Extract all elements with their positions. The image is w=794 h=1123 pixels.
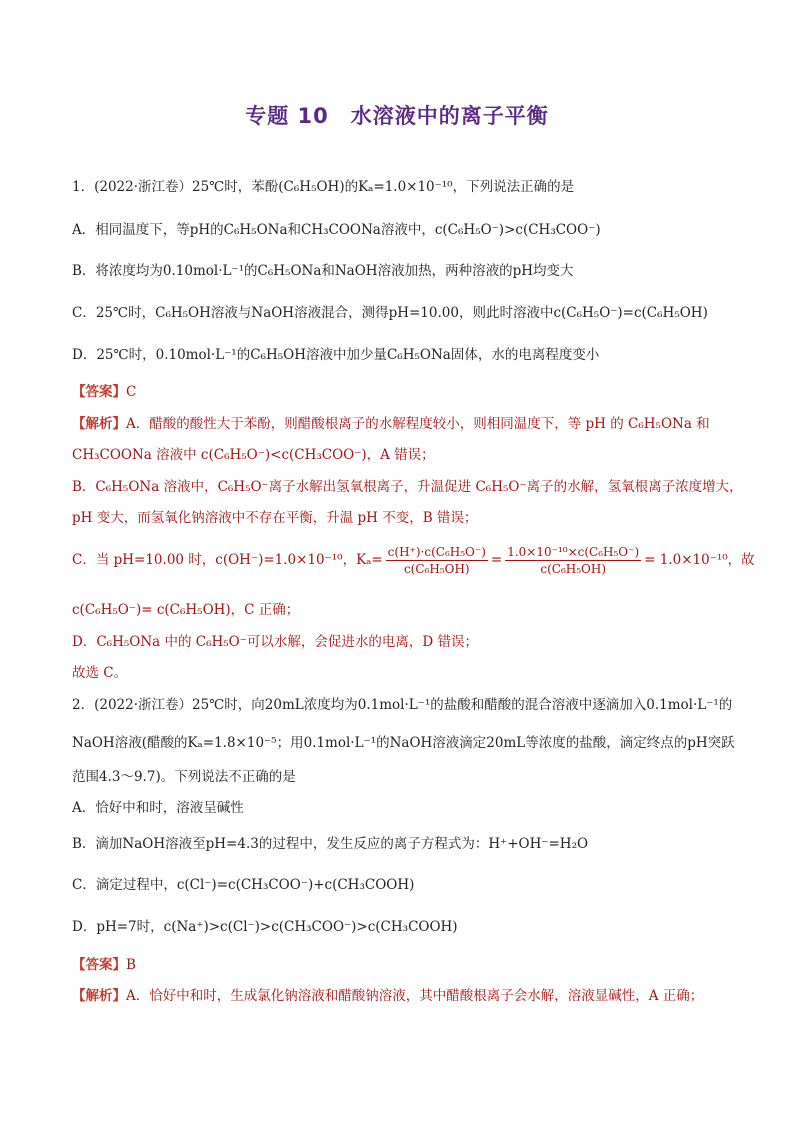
page-title: 专题 10 水溶液中的离子平衡 bbox=[245, 104, 549, 128]
q1-analysis-line: c(C₆H₅O⁻)= c(C₆H₅OH)，C 正确； bbox=[72, 602, 300, 618]
q2-stem-line: 范围4.3～9.7)。下列说法不正确的是 bbox=[72, 769, 296, 785]
q2-stem-line: 2．(2022·浙江卷）25℃时，向20mL浓度均为0.1mol·L⁻¹的盐酸和醋酸的混合溶液中逐滴加入0.1mol·L⁻¹的 bbox=[72, 697, 733, 713]
analysis-text: A．醋酸的酸性大于苯酚，则醋酸根离子的水解程度较小，则相同温度下，等 pH 的 C₆H₅ONa 和 bbox=[126, 416, 710, 432]
q2-analysis-line bbox=[72, 987, 703, 1005]
q1-option-a: A．相同温度下，等pH的C₆H₅ONa和CH₃COONa溶液中，c(C₆H₅O⁻)>c(CH₃COO⁻) bbox=[72, 222, 601, 238]
q1-analysis-formula bbox=[72, 544, 755, 577]
ka-fraction bbox=[386, 544, 488, 577]
answer-tag: 【答案】 bbox=[72, 957, 126, 973]
fraction-denominator: c(C₆H₅OH) bbox=[540, 562, 607, 576]
analysis-tag: 【解析】 bbox=[72, 416, 126, 432]
q1-analysis-line: D．C₆H₅ONa 中的 C₆H₅O⁻可以水解，会促进水的电离，D 错误； bbox=[72, 634, 478, 650]
q1-option-b: B．将浓度均为0.10mol·L⁻¹的C₆H₅ONa和NaOH溶液加热，两种溶液的pH均变大 bbox=[72, 263, 574, 279]
q2-option-c: C．滴定过程中，c(Cl⁻)=c(CH₃COO⁻)+c(CH₃COOH) bbox=[72, 877, 415, 893]
formula-tail: = 1.0×10⁻¹⁰，故 bbox=[644, 552, 755, 568]
q1-analysis-line: B．C₆H₅ONa 溶液中，C₆H₅O⁻离子水解出氢氧根离子，升温促进 C₆H₅O⁻离子的水解，氢氧根离子浓度增大， bbox=[72, 479, 743, 495]
q2-answer bbox=[72, 956, 136, 974]
fraction-numerator: c(H⁺)·c(C₆H₅O⁻) bbox=[387, 545, 486, 559]
q1-answer bbox=[72, 383, 136, 401]
q1-option-d: D．25℃时，0.10mol·L⁻¹的C₆H₅OH溶液中加少量C₆H₅ONa固体，水的电离程度变小 bbox=[72, 347, 600, 363]
q1-analysis-line: CH₃COONa 溶液中 c(C₆H₅O⁻)<c(CH₃COO⁻)，A 错误； bbox=[72, 447, 435, 463]
fraction-denominator: c(C₆H₅OH) bbox=[403, 562, 470, 576]
q2-option-a: A．恰好中和时，溶液呈碱性 bbox=[72, 800, 244, 816]
q2-stem-line: NaOH溶液(醋酸的Kₐ=1.8×10⁻⁵；用0.1mol·L⁻¹的NaOH溶液滴定20mL等浓度的盐酸，滴定终点的pH突跃 bbox=[72, 735, 735, 751]
analysis-tag: 【解析】 bbox=[72, 988, 126, 1004]
answer-tag: 【答案】 bbox=[72, 384, 126, 400]
q1-stem: 1．(2022·浙江卷）25℃时，苯酚(C₆H₅OH)的Kₐ=1.0×10⁻¹⁰，下列说法正确的是 bbox=[72, 179, 575, 195]
q1-analysis-line: pH 变大，而氢氧化钠溶液中不存在平衡，升温 pH 不变，B 错误； bbox=[72, 510, 478, 526]
answer-value: B bbox=[126, 957, 136, 973]
analysis-text: A．恰好中和时，生成氯化钠溶液和醋酸钠溶液，其中醋酸根离子会水解，溶液显碱性，A 正确； bbox=[126, 988, 704, 1004]
answer-value: C bbox=[126, 384, 137, 400]
q2-option-d: D．pH=7时，c(Na⁺)>c(Cl⁻)>c(CH₃COO⁻)>c(CH₃COOH) bbox=[72, 919, 458, 935]
fraction-numerator: 1.0×10⁻¹⁰×c(C₆H₅O⁻) bbox=[507, 545, 640, 559]
q1-analysis-line bbox=[72, 415, 710, 433]
ka-fraction-substituted bbox=[505, 544, 641, 577]
q2-option-b: B．滴加NaOH溶液至pH=4.3的过程中，发生反应的离子方程式为：H⁺+OH⁻=H₂O bbox=[72, 836, 589, 852]
equals-sign: = bbox=[490, 552, 503, 568]
q1-option-c: C．25℃时，C₆H₅OH溶液与NaOH溶液混合，测得pH=10.00，则此时溶液中c(C₆H₅O⁻)=c(C₆H₅OH) bbox=[72, 305, 708, 321]
q1-analysis-line: 故选 C。 bbox=[72, 665, 128, 681]
formula-lead: C．当 pH=10.00 时，c(OH⁻)=1.0×10⁻¹⁰，Kₐ= bbox=[72, 552, 383, 568]
